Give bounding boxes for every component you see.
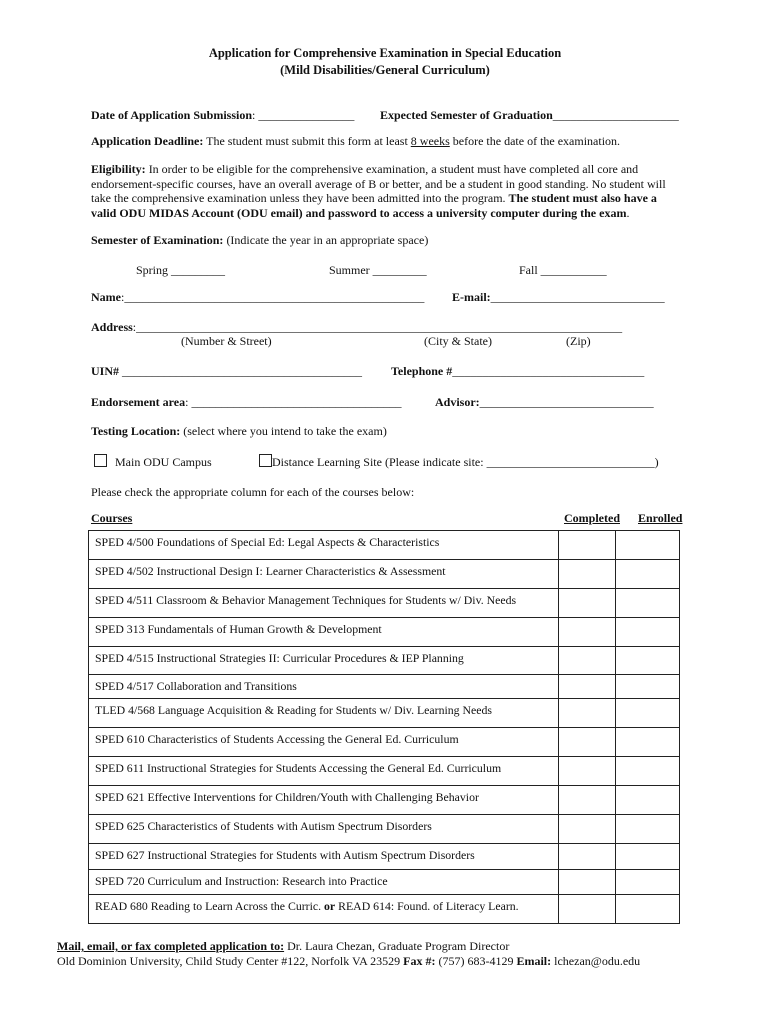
graduation-semester-label: Expected Semester of Graduation	[380, 108, 553, 122]
completed-cell[interactable]	[559, 815, 616, 844]
enrolled-cell[interactable]	[616, 618, 680, 647]
deadline-text: The student must submit this form at least	[203, 134, 411, 148]
eligibility-label: Eligibility:	[91, 162, 146, 176]
completed-cell[interactable]	[559, 618, 616, 647]
courses-header: Courses	[91, 511, 133, 525]
table-instructions: Please check the appropriate column for each of the courses below:	[91, 485, 415, 499]
course-row	[89, 589, 680, 618]
completed-cell[interactable]	[559, 844, 616, 870]
mailing-address: Old Dominion University, Child Study Center #122, Norfolk VA 23529	[57, 954, 404, 968]
submission-date-field[interactable]	[91, 108, 354, 123]
completed-cell[interactable]	[559, 728, 616, 757]
name-field[interactable]	[91, 290, 424, 305]
testing-location-heading	[91, 424, 387, 439]
uin-label: UIN#	[91, 364, 123, 378]
course-name: SPED 4/515 Instructional Strategies II: Curricular Procedures & IEP Planning	[89, 647, 559, 675]
course-name: SPED 4/511 Classroom & Behavior Management Techniques for Students w/ Div. Needs	[89, 589, 559, 618]
advisor-label: Advisor:	[435, 395, 480, 409]
deadline-text-end: before the date of the examination.	[449, 134, 621, 148]
advisor-field[interactable]	[435, 395, 654, 410]
course-name: SPED 720 Curriculum and Instruction: Research into Practice	[89, 870, 559, 895]
deadline-weeks: 8 weeks	[410, 134, 450, 148]
course-row	[89, 786, 680, 815]
course-name: SPED 625 Characteristics of Students with Autism Spectrum Disorders	[89, 815, 559, 844]
enrolled-cell[interactable]	[616, 531, 680, 560]
uin-blank[interactable]: ________________________________________	[122, 364, 363, 378]
eligibility-end: .	[626, 205, 630, 220]
mail-label: Mail, email, or fax completed application to:	[57, 939, 285, 953]
contact-line	[57, 954, 640, 969]
email-field[interactable]	[452, 290, 665, 305]
semester-hint: (Indicate the year in an appropriate space)	[223, 233, 429, 247]
enrolled-cell[interactable]	[616, 647, 680, 675]
completed-header: Completed	[564, 511, 620, 525]
course-row	[89, 675, 680, 699]
eligibility-text: In order to be eligible for the comprehensive examination, a student must have completed all core and endorsement-specific courses, have an overall average of B or better, and be a student in good standing. No student will take the comprehensive examination unless they have been admitted into the program.	[91, 162, 666, 206]
form-title: Application for Comprehensive Examination in Special Education	[208, 46, 562, 60]
address-zip-hint: (Zip)	[566, 334, 591, 348]
email-label: E-mail:	[452, 290, 491, 304]
completed-cell[interactable]	[559, 870, 616, 895]
semester-label: Semester of Examination:	[91, 233, 224, 247]
address-blank[interactable]: :_________________________________________________________________________________	[132, 320, 623, 334]
eligibility-paragraph	[91, 162, 681, 220]
course-name-part: READ 614: Found. of Literacy Learn.	[335, 899, 519, 913]
course-or: or	[324, 899, 336, 913]
course-name: SPED 621 Effective Interventions for Children/Youth with Challenging Behavior	[89, 786, 559, 815]
fall-field[interactable]: Fall ___________	[519, 263, 607, 277]
course-name: SPED 611 Instructional Strategies for Students Accessing the General Ed. Curriculum	[89, 757, 559, 786]
courses-table	[88, 530, 680, 924]
course-name: TLED 4/568 Language Acquisition & Reading for Students w/ Div. Learning Needs	[89, 699, 559, 728]
course-row	[89, 757, 680, 786]
enrolled-cell[interactable]	[616, 589, 680, 618]
contact-email-label: Email:	[516, 954, 552, 968]
fax-label: Fax #:	[403, 954, 436, 968]
uin-field[interactable]	[91, 364, 362, 379]
course-row	[89, 844, 680, 870]
distance-site-checkbox[interactable]	[259, 454, 272, 467]
contact-email[interactable]: lchezan@odu.edu	[551, 954, 641, 968]
address-street-hint: (Number & Street)	[181, 334, 272, 348]
course-name: SPED 313 Fundamentals of Human Growth & Development	[89, 618, 559, 647]
course-name: SPED 4/502 Instructional Design I: Learner Characteristics & Assessment	[89, 560, 559, 589]
email-blank[interactable]: _____________________________	[490, 290, 665, 304]
enrolled-header: Enrolled	[638, 511, 683, 525]
course-name: SPED 627 Instructional Strategies for Students with Autism Spectrum Disorders	[89, 844, 559, 870]
endorsement-field[interactable]	[91, 395, 401, 410]
course-row	[89, 618, 680, 647]
completed-cell[interactable]	[559, 757, 616, 786]
enrolled-cell[interactable]	[616, 757, 680, 786]
mail-recipient: Dr. Laura Chezan, Graduate Program Director	[284, 939, 510, 953]
telephone-field[interactable]	[391, 364, 644, 379]
completed-cell[interactable]	[559, 531, 616, 560]
main-campus-checkbox[interactable]	[94, 454, 107, 467]
submission-date-label: Date of Application Submission	[91, 108, 253, 122]
address-field[interactable]	[91, 320, 622, 335]
name-label: Name	[91, 290, 121, 304]
deadline-paragraph	[91, 134, 620, 149]
enrolled-cell[interactable]	[616, 560, 680, 589]
course-name-part: READ 680 Reading to Learn Across the Curric.	[95, 899, 325, 913]
course-row	[89, 699, 680, 728]
enrolled-cell[interactable]	[616, 699, 680, 728]
completed-cell[interactable]	[559, 895, 616, 924]
course-row	[89, 531, 680, 560]
graduation-semester-field[interactable]	[380, 108, 679, 123]
course-row	[89, 815, 680, 844]
name-blank[interactable]: :__________________________________________________	[121, 290, 425, 304]
course-row	[89, 728, 680, 757]
eligibility-bold-text: The student must also have a valid ODU MIDAS Account (ODU email) and password to access a university computer during the exam	[91, 191, 657, 220]
distance-site-label[interactable]: Distance Learning Site (Please indicate site: ____________________________)	[272, 455, 659, 469]
mail-instructions	[57, 939, 509, 954]
enrolled-cell[interactable]	[616, 844, 680, 870]
course-row	[89, 560, 680, 589]
enrolled-cell[interactable]	[616, 895, 680, 924]
main-campus-label: Main ODU Campus	[115, 455, 212, 469]
completed-cell[interactable]	[559, 675, 616, 699]
endorsement-blank[interactable]: : ___________________________________	[185, 395, 402, 409]
course-name	[89, 895, 559, 924]
course-name: SPED 4/517 Collaboration and Transitions	[89, 675, 559, 699]
enrolled-cell[interactable]	[616, 675, 680, 699]
enrolled-cell[interactable]	[616, 786, 680, 815]
completed-cell[interactable]	[559, 699, 616, 728]
address-city-hint: (City & State)	[424, 334, 492, 348]
telephone-blank[interactable]: ________________________________	[452, 364, 645, 378]
fax-number: (757) 683-4129	[435, 954, 517, 968]
course-row	[89, 647, 680, 675]
enrolled-cell[interactable]	[616, 815, 680, 844]
completed-cell[interactable]	[559, 786, 616, 815]
semester-heading	[91, 233, 428, 248]
form-subtitle: (Mild Disabilities/General Curriculum)	[280, 63, 490, 77]
main-campus-option[interactable]	[94, 454, 212, 470]
enrolled-cell[interactable]	[616, 870, 680, 895]
completed-cell[interactable]	[559, 647, 616, 675]
address-label: Address	[91, 320, 133, 334]
course-row	[89, 895, 680, 924]
advisor-blank[interactable]: _____________________________	[479, 395, 654, 409]
enrolled-cell[interactable]	[616, 728, 680, 757]
submission-date-blank[interactable]: : ________________	[252, 108, 355, 122]
spring-field[interactable]: Spring _________	[136, 263, 226, 277]
completed-cell[interactable]	[559, 560, 616, 589]
deadline-label: Application Deadline:	[91, 134, 204, 148]
completed-cell[interactable]	[559, 589, 616, 618]
summer-field[interactable]: Summer _________	[329, 263, 427, 277]
course-name: SPED 4/500 Foundations of Special Ed: Legal Aspects & Characteristics	[89, 531, 559, 560]
graduation-semester-blank[interactable]: _____________________	[552, 108, 679, 122]
telephone-label: Telephone #	[391, 364, 453, 378]
course-name: SPED 610 Characteristics of Students Accessing the General Ed. Curriculum	[89, 728, 559, 757]
endorsement-label: Endorsement area	[91, 395, 186, 409]
course-row	[89, 870, 680, 895]
testing-location-hint: (select where you intend to take the exam)	[180, 424, 387, 438]
distance-site-option[interactable]	[259, 454, 659, 470]
testing-location-label: Testing Location:	[91, 424, 181, 438]
